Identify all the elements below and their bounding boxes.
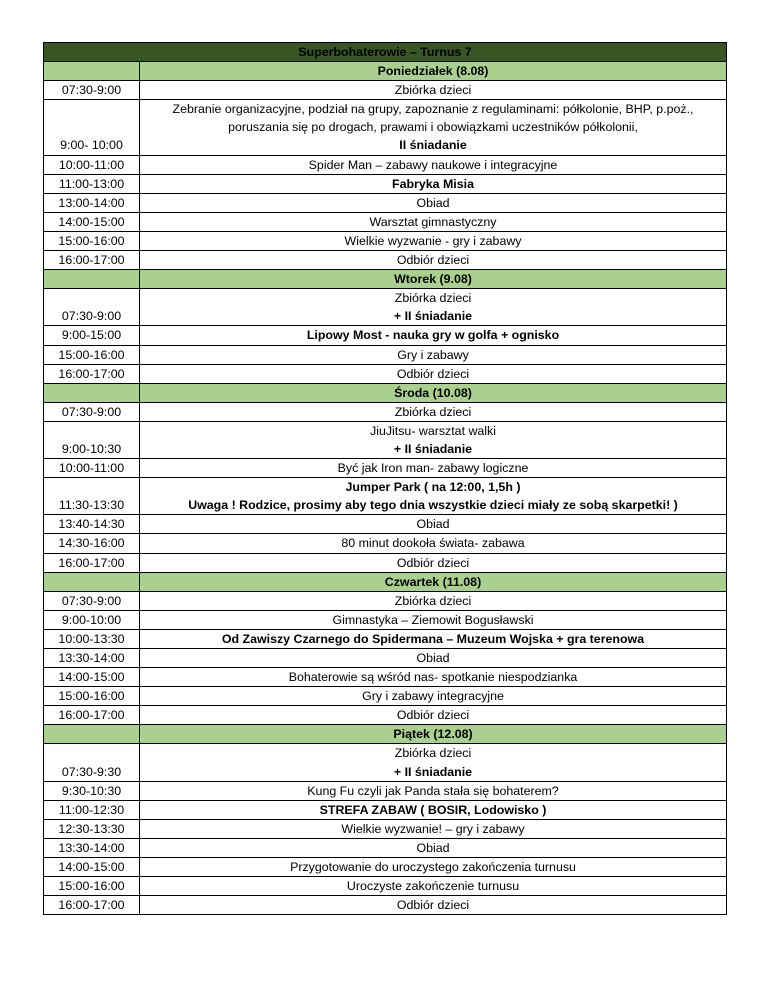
activity-cell (140, 819, 727, 838)
schedule-row (44, 364, 727, 383)
activity-cell (140, 687, 727, 706)
activity-text: Wielkie wyzwanie! – gry i zabawy (341, 821, 525, 836)
activity-text: Obiad (416, 195, 450, 210)
time-slot: 14:00-15:00 (44, 212, 140, 231)
time-slot: 10:00-11:00 (44, 459, 140, 478)
activity-cell (140, 838, 727, 857)
activity-text: Gry i zabawy integracyjne (362, 689, 504, 704)
activity-text: Obiad (416, 840, 450, 855)
schedule-row (44, 155, 727, 174)
activity-text: Zbiórka dzieci (394, 83, 472, 98)
schedule-row (44, 819, 727, 838)
schedule-row (44, 212, 727, 231)
time-slot: 16:00-17:00 (44, 896, 140, 915)
activity-text: Odbiór dzieci (396, 253, 470, 268)
time-slot: 16:00-17:00 (44, 364, 140, 383)
activity-cell (140, 100, 727, 155)
activity-text: Warsztat gimnastyczny (369, 214, 497, 229)
time-slot: 13:40-14:30 (44, 515, 140, 534)
day-header-spacer (44, 383, 140, 402)
activity-text: STREFA ZABAW ( BOSIR, Lodowisko ) (319, 802, 547, 817)
activity-text: Uroczyste zakończenie turnusu (346, 879, 520, 894)
schedule-row (44, 345, 727, 364)
schedule-row (44, 687, 727, 706)
activity-text: Obiad (416, 517, 450, 532)
activity-text: Gimnastyka – Ziemowit Bogusławski (332, 612, 534, 627)
time-slot: 07:30-9:00 (44, 591, 140, 610)
activity-text: Odbiór dzieci (396, 555, 470, 570)
activity-text: + II śniadanie (393, 309, 473, 324)
schedule-row (44, 421, 727, 458)
time-slot: 9:00-10:30 (44, 421, 140, 458)
time-slot: 16:00-17:00 (44, 553, 140, 572)
time-slot: 11:00-12:30 (44, 800, 140, 819)
activity-cell (140, 610, 727, 629)
activity-text: Zbiórka dzieci (394, 593, 472, 608)
activity-cell (140, 345, 727, 364)
time-slot: 10:00-13:30 (44, 629, 140, 648)
day-header-spacer (44, 572, 140, 591)
time-slot: 15:00-16:00 (44, 345, 140, 364)
time-slot: 9:00- 10:00 (44, 100, 140, 155)
activity-cell (140, 896, 727, 915)
schedule-row (44, 649, 727, 668)
activity-cell (140, 534, 727, 553)
day-header-row (44, 725, 727, 744)
schedule-row (44, 706, 727, 725)
schedule-row (44, 668, 727, 687)
time-slot: 07:30-9:00 (44, 81, 140, 100)
schedule-row (44, 534, 727, 553)
time-slot: 13:30-14:00 (44, 649, 140, 668)
activity-cell (140, 553, 727, 572)
time-slot: 15:00-16:00 (44, 231, 140, 250)
time-slot: 11:30-13:30 (44, 478, 140, 515)
schedule-title: Superbohaterowie – Turnus 7 (44, 43, 727, 62)
time-slot: 15:00-16:00 (44, 687, 140, 706)
schedule-row (44, 81, 727, 100)
activity-cell (140, 591, 727, 610)
activity-text: + II śniadanie (393, 441, 473, 456)
activity-text: Zebranie organizacyjne, podział na grupy, zapoznanie z regulaminami: półkolonie, BHP, p.poż., (172, 102, 694, 117)
activity-text: II śniadanie (399, 138, 467, 153)
schedule-row (44, 100, 727, 155)
time-slot: 13:00-14:00 (44, 193, 140, 212)
day-heading: Środa (10.08) (140, 383, 727, 402)
time-slot: 07:30-9:00 (44, 402, 140, 421)
activity-text: Jumper Park ( na 12:00, 1,5h ) (345, 480, 521, 495)
time-slot: 15:00-16:00 (44, 877, 140, 896)
time-slot: 16:00-17:00 (44, 706, 140, 725)
activity-cell (140, 231, 727, 250)
activity-cell (140, 877, 727, 896)
schedule-table (43, 42, 727, 915)
activity-cell (140, 421, 727, 458)
schedule-row (44, 553, 727, 572)
schedule-row (44, 838, 727, 857)
activity-cell (140, 668, 727, 687)
schedule-row (44, 781, 727, 800)
activity-text: Obiad (416, 651, 450, 665)
schedule-row (44, 326, 727, 345)
activity-cell (140, 744, 727, 781)
schedule-row (44, 858, 727, 877)
day-header-spacer (44, 62, 140, 81)
time-slot: 14:00-15:00 (44, 668, 140, 687)
day-heading: Czwartek (11.08) (140, 572, 727, 591)
time-slot: 12:30-13:30 (44, 819, 140, 838)
time-slot: 07:30-9:00 (44, 289, 140, 326)
activity-text: Wielkie wyzwanie - gry i zabawy (344, 233, 522, 248)
time-slot: 9:00-15:00 (44, 326, 140, 345)
activity-cell (140, 155, 727, 174)
schedule-row (44, 478, 727, 515)
activity-text: Spider Man – zabawy naukowe i integracyjne (308, 157, 558, 172)
activity-cell (140, 515, 727, 534)
activity-text: Uwaga ! Rodzice, prosimy aby tego dnia wszystkie dzieci miały ze sobą skarpetki! ) (188, 498, 678, 513)
activity-cell (140, 858, 727, 877)
schedule-row (44, 231, 727, 250)
activity-cell (140, 781, 727, 800)
day-header-row (44, 383, 727, 402)
activity-text: + II śniadanie (393, 764, 473, 779)
activity-text: Przygotowanie do uroczystego zakończenia turnusu (290, 860, 576, 875)
day-header-row (44, 572, 727, 591)
day-header-spacer (44, 270, 140, 289)
activity-text: JiuJitsu- warsztat walki (370, 423, 496, 438)
activity-cell (140, 193, 727, 212)
activity-cell (140, 81, 727, 100)
schedule-row (44, 896, 727, 915)
schedule-row (44, 459, 727, 478)
activity-text: Lipowy Most - nauka gry w golfa + ognisko (306, 328, 560, 343)
time-slot: 10:00-11:00 (44, 155, 140, 174)
day-heading: Piątek (12.08) (140, 725, 727, 744)
day-header-row (44, 62, 727, 81)
day-heading: Poniedziałek (8.08) (140, 62, 727, 81)
activity-text: Zbiórka dzieci (394, 404, 472, 419)
day-header-row (44, 270, 727, 289)
schedule-row (44, 402, 727, 421)
activity-cell (140, 649, 727, 668)
activity-text: Zbiórka dzieci (394, 746, 472, 761)
activity-text: Fabryka Misia (392, 176, 474, 191)
activity-cell (140, 212, 727, 231)
activity-text: 80 minut dookoła świata- zabawa (341, 536, 525, 551)
time-slot: 13:30-14:00 (44, 838, 140, 857)
time-slot: 14:30-16:00 (44, 534, 140, 553)
activity-cell (140, 478, 727, 515)
schedule-row (44, 610, 727, 629)
schedule-row (44, 877, 727, 896)
schedule-row (44, 591, 727, 610)
activity-cell (140, 629, 727, 648)
activity-cell (140, 706, 727, 725)
schedule-row (44, 744, 727, 781)
time-slot: 11:00-13:00 (44, 174, 140, 193)
activity-text: Być jak Iron man- zabawy logiczne (337, 461, 529, 476)
activity-cell (140, 402, 727, 421)
day-header-spacer (44, 725, 140, 744)
schedule-row (44, 289, 727, 326)
activity-text: Gry i zabawy (397, 347, 469, 362)
activity-text: Odbiór dzieci (396, 708, 470, 723)
activity-cell (140, 326, 727, 345)
time-slot: 9:00-10:00 (44, 610, 140, 629)
schedule-row (44, 174, 727, 193)
schedule-row (44, 800, 727, 819)
activity-text: Bohaterowie są wśród nas- spotkanie niespodzianka (288, 670, 578, 685)
schedule-body (44, 43, 727, 915)
activity-text: Zbiórka dzieci (394, 291, 472, 306)
activity-cell (140, 289, 727, 326)
time-slot: 14:00-15:00 (44, 858, 140, 877)
schedule-row (44, 251, 727, 270)
activity-text: poruszania się po drogach, prawami i obowiązkami uczestników półkolonii, (228, 120, 638, 135)
time-slot: 16:00-17:00 (44, 251, 140, 270)
activity-text: Kung Fu czyli jak Panda stała się bohaterem? (307, 783, 559, 798)
schedule-row (44, 515, 727, 534)
activity-cell (140, 800, 727, 819)
activity-cell (140, 459, 727, 478)
activity-text: Odbiór dzieci (396, 898, 470, 913)
time-slot: 9:30-10:30 (44, 781, 140, 800)
activity-text: Odbiór dzieci (396, 366, 470, 381)
activity-cell (140, 364, 727, 383)
activity-cell (140, 174, 727, 193)
time-slot: 07:30-9:30 (44, 744, 140, 781)
activity-cell (140, 251, 727, 270)
schedule-row (44, 193, 727, 212)
activity-text: Od Zawiszy Czarnego do Spidermana – Muzeum Wojska + gra terenowa (221, 631, 645, 646)
title-row (44, 43, 727, 62)
schedule-row (44, 629, 727, 648)
day-heading: Wtorek (9.08) (140, 270, 727, 289)
